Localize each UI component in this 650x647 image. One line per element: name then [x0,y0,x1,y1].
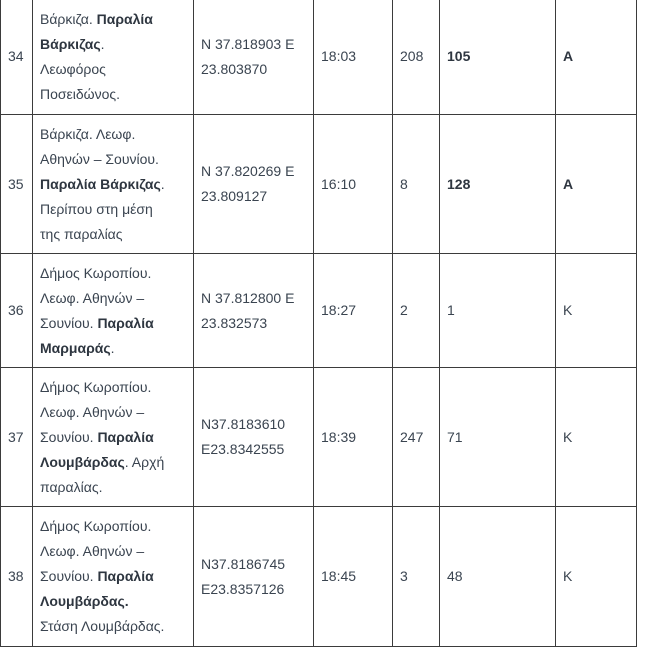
table-row [1,0,637,115]
table-row [1,507,637,647]
value-cell: 128 [440,115,556,254]
description-text: Βάρκιζα. Λεωφ. [40,125,136,142]
longitude-line: E23.8357126 [201,580,285,597]
description-text: Βάρκιζα. [40,10,97,27]
latitude-line: N 37.818903 E [201,35,295,52]
table-row [1,368,637,507]
location-description-cell [33,507,194,647]
code-cell: 208 [393,0,440,115]
longitude-line: 23.832573 [201,314,268,331]
description-text: παραλίας. [40,478,103,495]
category-cell: K [556,507,637,647]
value-cell: 71 [440,368,556,507]
place-name-text: Παραλία [97,314,154,331]
coordinates-cell [194,368,314,507]
value-cell: 48 [440,507,556,647]
description-text: Αθηνών – Σουνίου. [40,150,159,167]
description-line [40,261,193,286]
coordinates-cell [194,507,314,647]
description-line [40,57,193,82]
description-line [40,147,193,172]
description-line [40,514,193,539]
category-cell: A [556,115,637,254]
description-text: Σουνίου. [40,314,98,331]
longitude-line: 23.803870 [201,60,268,77]
category-cell: A [556,0,637,115]
description-line [40,564,193,589]
row-number-cell: 38 [1,507,33,647]
description-line [40,475,193,500]
description-text: . Αρχή [124,453,165,470]
description-line [40,539,193,564]
description-line [40,7,193,32]
location-description-cell [33,254,194,368]
place-name-text: Μαρμαράς [40,339,111,356]
row-number-cell: 37 [1,368,33,507]
description-line [40,375,193,400]
description-line [40,311,193,336]
description-text: Λεωφ. Αθηνών – [40,289,145,306]
row-number-cell: 36 [1,254,33,368]
description-line [40,450,193,475]
place-name-text: Παραλία Βάρκιζας [40,175,161,192]
description-text: Ποσειδώνος. [40,85,121,102]
description-line [40,286,193,311]
longitude-line: 23.809127 [201,188,268,204]
location-description-cell [33,115,194,254]
latitude-line: N 37.812800 E [201,289,295,306]
description-line [40,614,193,639]
description-line [40,589,193,614]
description-text: Στάση Λουμβάρδας. [40,618,165,634]
place-name-text: Λουμβάρδας [40,453,125,470]
description-text: Σουνίου. [40,428,98,445]
location-description-cell [33,0,194,115]
latitude-line: N 37.820269 E [201,163,295,179]
description-text: . [100,35,105,52]
value-cell: 1 [440,254,556,368]
description-line [40,425,193,450]
row-number-cell: 34 [1,0,33,115]
coordinates-cell [194,115,314,254]
description-line [40,400,193,425]
row-number-cell: 35 [1,115,33,254]
longitude-line: E23.8342555 [201,441,285,457]
coordinates-cell [194,254,314,368]
code-cell: 247 [393,368,440,507]
description-line [40,172,193,197]
description-text: Περίπου στη μέση [40,200,153,217]
table-row [1,115,637,254]
place-name-text: Βάρκιζας [40,35,101,52]
description-text: Δήμος Κωροπίου. [40,518,152,534]
description-line [40,82,193,107]
place-name-text: Λουμβάρδας. [40,593,129,609]
place-name-text: Παραλία [96,10,153,27]
time-cell: 18:03 [314,0,393,115]
description-line [40,122,193,147]
description-text: Λεωφ. Αθηνών – [40,403,145,420]
place-name-text: Παραλία [97,568,154,584]
time-cell: 16:10 [314,115,393,254]
place-name-text: Παραλία [97,428,154,445]
description-text: Λεωφ. Αθηνών – [40,543,145,559]
category-cell: K [556,368,637,507]
description-line [40,197,193,222]
category-cell: K [556,254,637,368]
code-cell: 2 [393,254,440,368]
table-row [1,254,637,368]
description-line [40,32,193,57]
description-text: Λεωφόρος [40,60,106,77]
description-text: της παραλίας [40,225,123,242]
description-text: Σουνίου. [40,568,98,584]
description-text: . [160,175,165,192]
time-cell: 18:45 [314,507,393,647]
code-cell: 8 [393,115,440,254]
time-cell: 18:27 [314,254,393,368]
description-line [40,336,193,361]
time-cell: 18:39 [314,368,393,507]
value-cell: 105 [440,0,556,115]
coordinates-cell [194,0,314,115]
description-text: Δήμος Κωροπίου. [40,264,152,281]
latitude-line: N37.8186745 [201,555,286,572]
description-text: . [110,339,115,356]
location-description-cell [33,368,194,507]
description-line [40,222,193,247]
description-text: Δήμος Κωροπίου. [40,378,152,395]
code-cell: 3 [393,507,440,647]
latitude-line: N37.8183610 [201,416,286,432]
